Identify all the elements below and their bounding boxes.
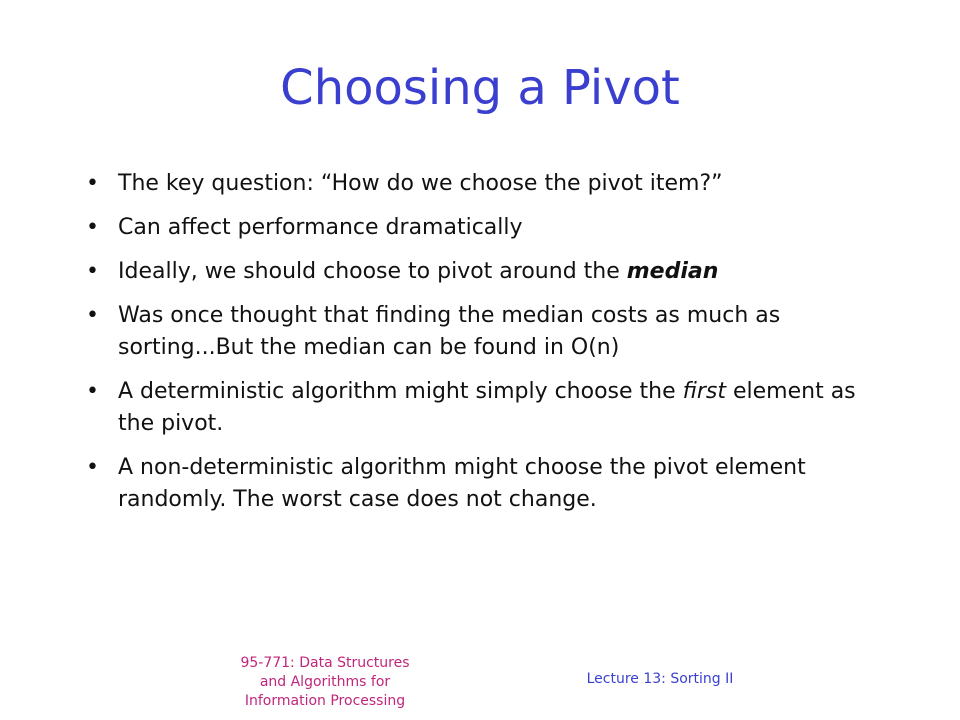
bullet-icon: • bbox=[86, 303, 99, 328]
bullet-text-part: A deterministic algorithm might simply choose the bbox=[118, 379, 683, 404]
bullet-list bbox=[84, 168, 884, 528]
footer-course-line: and Algorithms for bbox=[259, 674, 391, 690]
bullet-item-performance bbox=[84, 212, 884, 244]
footer-course-title bbox=[215, 654, 435, 711]
bullet-icon: • bbox=[86, 259, 99, 284]
bullet-text: Can affect performance dramatically bbox=[118, 215, 523, 240]
bullet-item-median bbox=[84, 256, 884, 288]
bullet-item-deterministic bbox=[84, 376, 884, 440]
bullet-text bbox=[118, 379, 856, 436]
footer-course-line: 95-771: Data Structures bbox=[240, 655, 410, 671]
bullet-text bbox=[118, 259, 718, 284]
bullet-icon: • bbox=[86, 215, 99, 240]
bullet-text: The key question: “How do we choose the pivot item?” bbox=[118, 171, 723, 196]
emphasized-word: median bbox=[626, 259, 719, 284]
bullet-icon: • bbox=[86, 379, 99, 404]
emphasized-word: first bbox=[682, 379, 726, 404]
bullet-icon: • bbox=[86, 171, 99, 196]
bullet-item-key-question bbox=[84, 168, 884, 200]
slide-title: Choosing a Pivot bbox=[280, 60, 680, 116]
bullet-item-non-deterministic bbox=[84, 452, 884, 516]
footer-course-line: Information Processing bbox=[244, 693, 406, 709]
bullet-text-part: element as the pivot. bbox=[118, 379, 856, 436]
bullet-text: Was once thought that finding the median costs as much as sorting...But the median can be found in O(n) bbox=[118, 303, 781, 360]
bullet-item-median-cost bbox=[84, 300, 884, 364]
footer-lecture-label: Lecture 13: Sorting II bbox=[586, 671, 734, 687]
bullet-text: A non-deterministic algorithm might choose the pivot element randomly. The worst case does not change. bbox=[118, 455, 806, 512]
bullet-icon: • bbox=[86, 455, 99, 480]
bullet-text-part: Ideally, we should choose to pivot around the bbox=[118, 259, 627, 284]
